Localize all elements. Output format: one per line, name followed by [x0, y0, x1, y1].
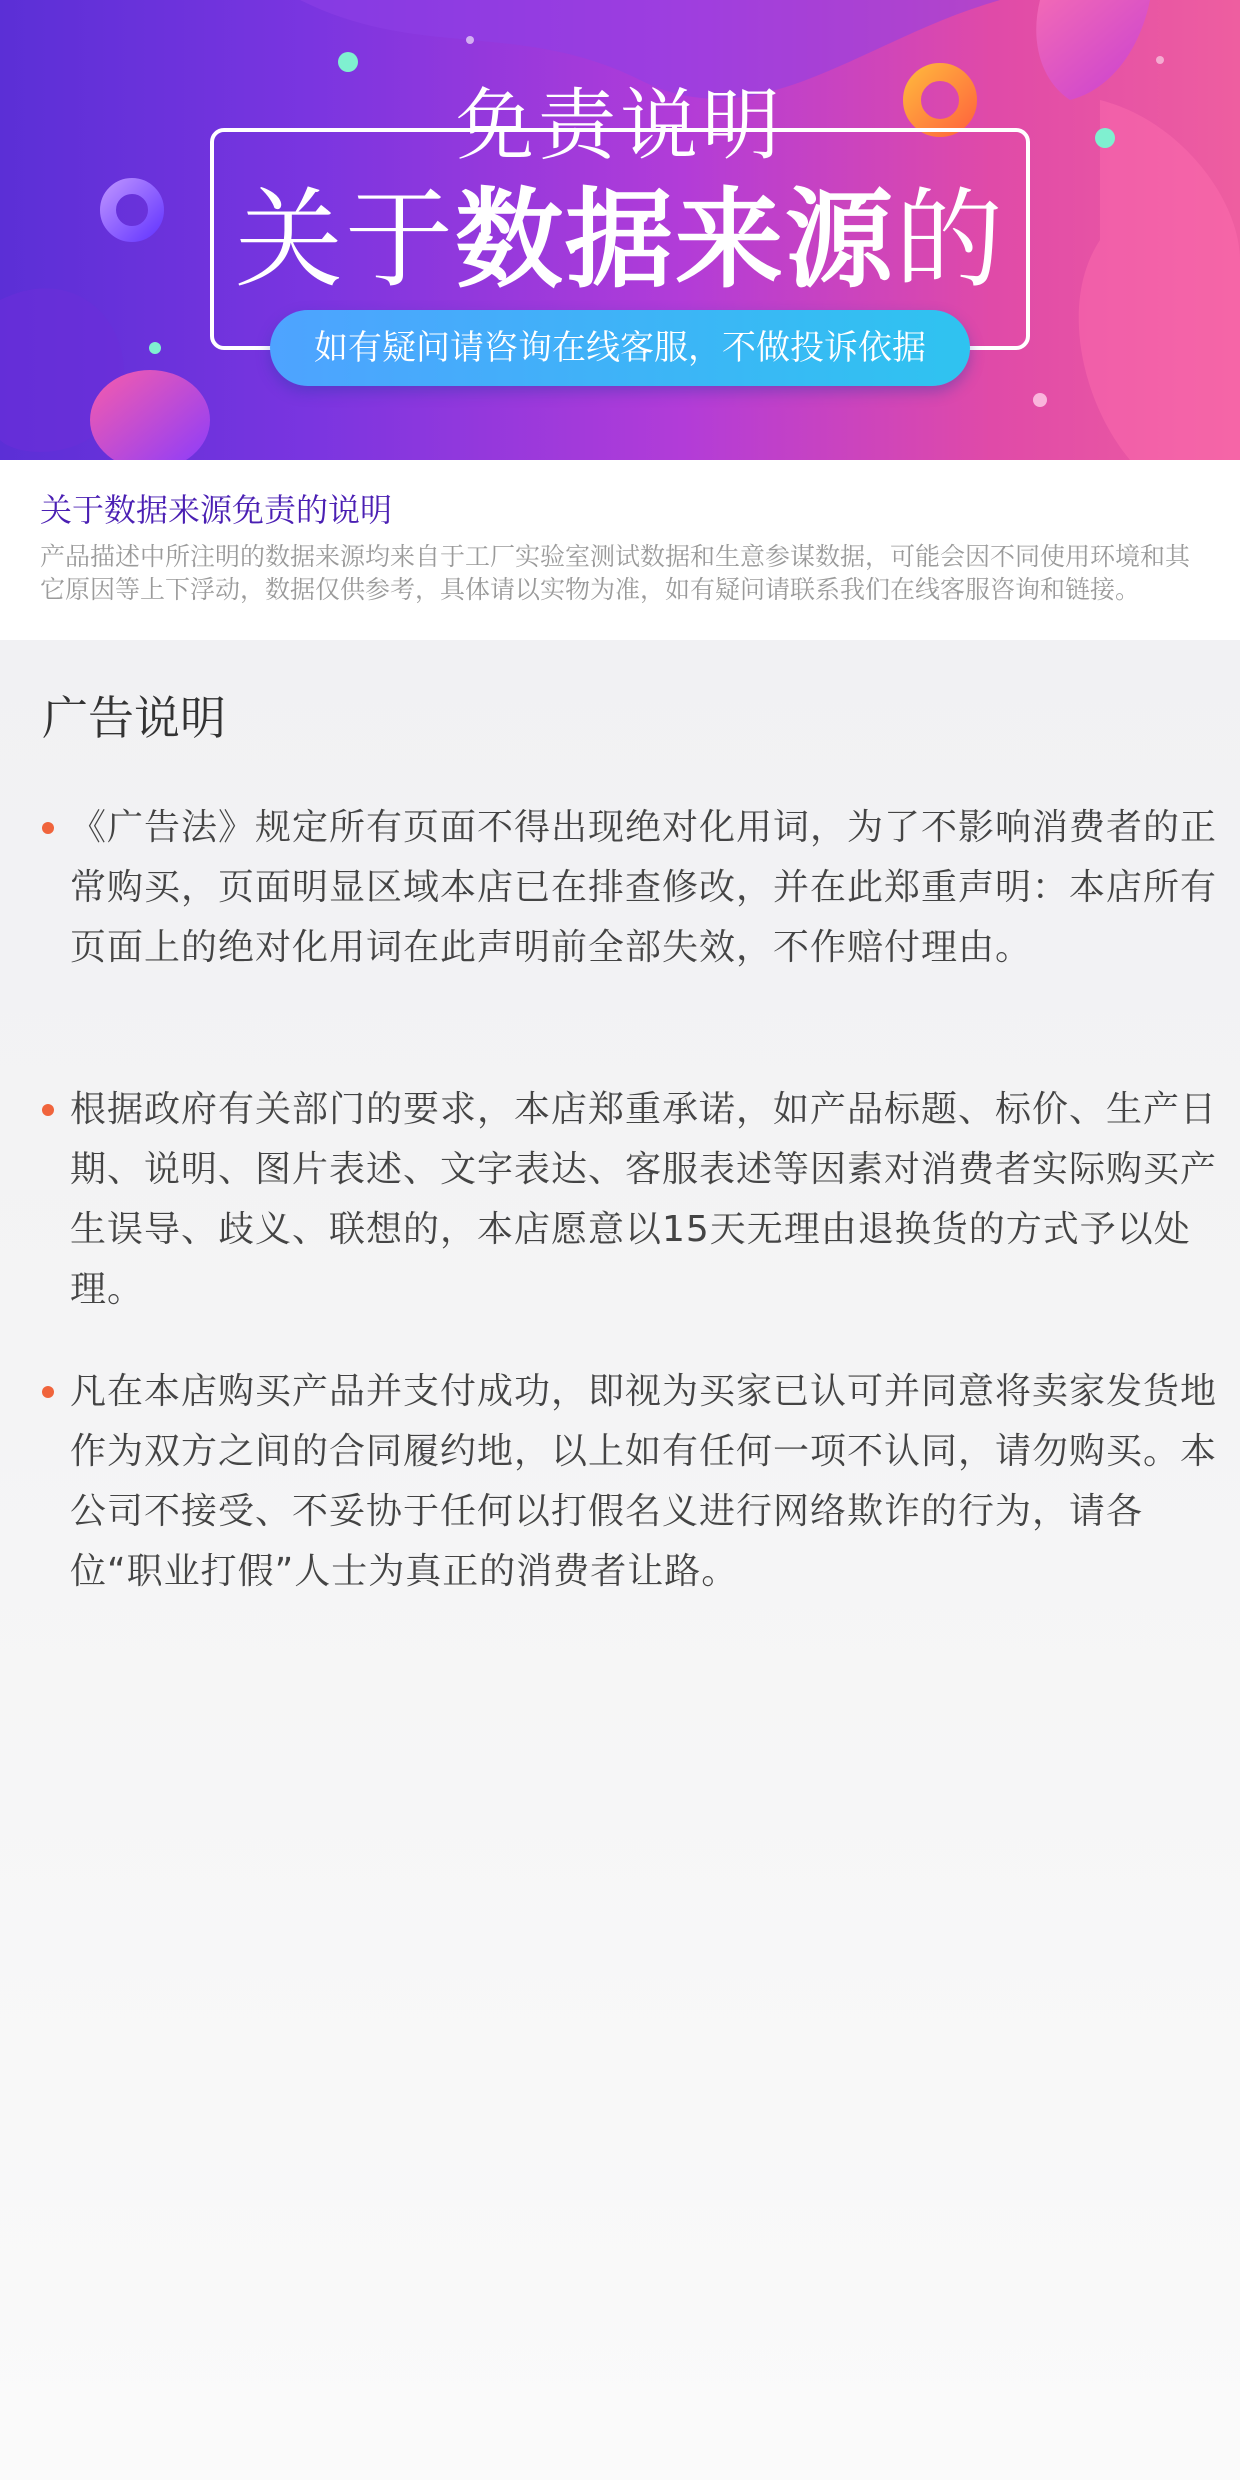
bullet-dot-icon: [42, 822, 54, 834]
disclaimer-body: 产品描述中所注明的数据来源均来自于工厂实验室测试数据和生意参谋数据，可能会因不同使用环境和其它原因等上下浮动，数据仅供参考，具体请以实物为准，如有疑问请联系我们在线客服咨询和链接。: [40, 542, 1191, 604]
banner-heading-part-1: 关于: [234, 178, 455, 303]
banner-heading-emphasis: 数据来源: [454, 178, 895, 303]
ad-notice-item-text: 根据政府有关部门的要求，本店郑重承诺，如产品标题、标价、生产日期、说明、图片表述、文字表达、客服表述等因素对消费者实际购买产生误导、歧义、联想的，本店愿意以15天无理由退换货的方式予以处理。: [70, 1089, 1218, 1310]
ad-notice-item-text: 凡在本店购买产品并支付成功，即视为买家已认可并同意将卖家发货地作为双方之间的合同履约地，以上如有任何一项不认同，请勿购买。本公司不接受、不妥协于任何以打假名义进行网络欺诈的行为，请各位“职业打假”人士为真正的消费者让路。: [70, 1371, 1218, 1592]
ad-notice-section: [0, 640, 1240, 2480]
bullet-dot-icon: [42, 1104, 54, 1116]
disclaimer-title: 关于数据来源免责的说明: [40, 491, 393, 529]
banner-heading-part-2: 的: [895, 178, 1006, 303]
ad-notice-title: 广告说明: [42, 691, 226, 745]
bullet-dot-icon: [42, 1386, 54, 1398]
ad-notice-item-text: 《广告法》规定所有页面不得出现绝对化用词，为了不影响消费者的正常购买，页面明显区域本店已在排查修改，并在此郑重声明：本店所有页面上的绝对化用词在此声明前全部失效，不作赔付理由。: [70, 807, 1218, 968]
data-source-disclaimer: [0, 460, 1240, 640]
disclaimer-banner: [0, 0, 1240, 460]
banner-title: 免责说明: [455, 81, 784, 171]
banner-heading: [0, 176, 1240, 306]
customer-service-pill: 如有疑问请咨询在线客服，不做投诉依据: [270, 310, 970, 386]
